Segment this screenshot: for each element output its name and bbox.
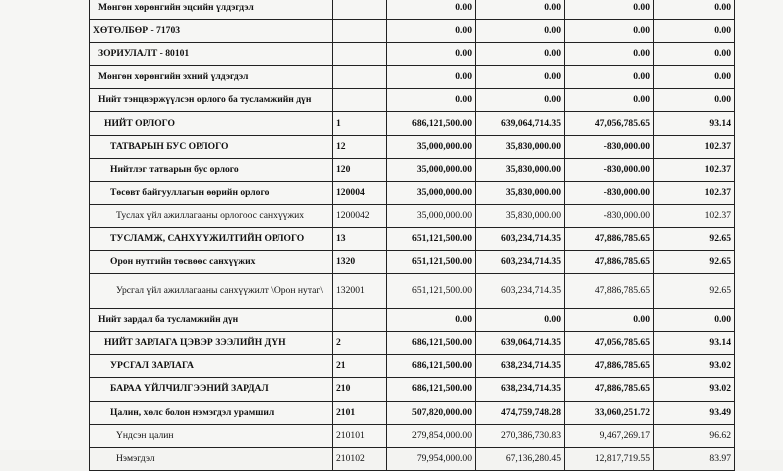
row-code-cell: 12: [333, 135, 387, 158]
row-difference-cell: 12,817,719.55: [565, 447, 654, 470]
row-code-cell: 132001: [333, 274, 387, 309]
row-actual-cell: 639,064,714.35: [476, 332, 565, 355]
table-row: [90, 135, 735, 158]
row-name-cell: Үндсэн цалин: [90, 424, 333, 447]
table-row: [90, 251, 735, 274]
row-percent-cell: 93.14: [654, 112, 735, 135]
table-row: [90, 424, 735, 447]
table-row: [90, 274, 735, 309]
row-name-cell: ЗОРИУЛАЛТ - 80101: [90, 43, 333, 66]
row-approved-cell: 35,000,000.00: [387, 181, 476, 204]
row-approved-cell: 651,121,500.00: [387, 251, 476, 274]
row-actual-cell: 35,830,000.00: [476, 181, 565, 204]
row-name-cell: Нийт зардал ба тусламжийн дүн: [90, 309, 333, 332]
row-code-cell: 210102: [333, 447, 387, 470]
row-percent-cell: 0.00: [654, 0, 735, 20]
row-difference-cell: -830,000.00: [565, 181, 654, 204]
row-actual-cell: 0.00: [476, 20, 565, 43]
row-name-cell: УРСГАЛ ЗАРЛАГА: [90, 355, 333, 378]
row-approved-cell: 0.00: [387, 309, 476, 332]
row-actual-cell: 603,234,714.35: [476, 251, 565, 274]
row-difference-cell: -830,000.00: [565, 135, 654, 158]
row-actual-cell: 639,064,714.35: [476, 112, 565, 135]
row-percent-cell: 102.37: [654, 135, 735, 158]
row-name-cell: ХӨТӨЛБӨР - 71703: [90, 20, 333, 43]
row-code-cell: 21: [333, 355, 387, 378]
row-code-cell: 2: [333, 332, 387, 355]
table-row: [90, 43, 735, 66]
row-difference-cell: 47,056,785.65: [565, 332, 654, 355]
table-row: [90, 66, 735, 89]
row-difference-cell: 9,467,269.17: [565, 424, 654, 447]
row-percent-cell: 0.00: [654, 43, 735, 66]
table-row: [90, 447, 735, 470]
row-name-cell: НИЙТ ОРЛОГО: [90, 112, 333, 135]
row-percent-cell: 102.37: [654, 204, 735, 227]
row-percent-cell: 0.00: [654, 20, 735, 43]
row-approved-cell: 507,820,000.00: [387, 401, 476, 424]
table-row: [90, 378, 735, 401]
row-approved-cell: 686,121,500.00: [387, 112, 476, 135]
row-approved-cell: 0.00: [387, 20, 476, 43]
row-difference-cell: -830,000.00: [565, 204, 654, 227]
row-name-cell: Цалин, хөлс болон нэмэгдэл урамшил: [90, 401, 333, 424]
row-difference-cell: 0.00: [565, 43, 654, 66]
row-percent-cell: 92.65: [654, 227, 735, 250]
row-code-cell: 2101: [333, 401, 387, 424]
row-percent-cell: 93.49: [654, 401, 735, 424]
row-percent-cell: 102.37: [654, 158, 735, 181]
row-actual-cell: 603,234,714.35: [476, 227, 565, 250]
table-row: [90, 181, 735, 204]
row-percent-cell: 93.02: [654, 378, 735, 401]
row-name-cell: Нийтлэг татварын бус орлого: [90, 158, 333, 181]
table-row: [90, 332, 735, 355]
row-actual-cell: 603,234,714.35: [476, 274, 565, 309]
table-row: [90, 401, 735, 424]
row-approved-cell: 35,000,000.00: [387, 135, 476, 158]
budget-table: [89, 0, 735, 471]
row-code-cell: 1: [333, 112, 387, 135]
row-code-cell: [333, 43, 387, 66]
row-name-cell: Нэмэгдэл: [90, 447, 333, 470]
row-actual-cell: 0.00: [476, 0, 565, 20]
row-approved-cell: 651,121,500.00: [387, 227, 476, 250]
row-actual-cell: 0.00: [476, 43, 565, 66]
row-difference-cell: 47,886,785.65: [565, 378, 654, 401]
table-row: [90, 227, 735, 250]
row-approved-cell: 0.00: [387, 43, 476, 66]
row-percent-cell: 0.00: [654, 309, 735, 332]
row-difference-cell: 47,886,785.65: [565, 274, 654, 309]
table-row: [90, 355, 735, 378]
row-name-cell: ТАТВАРЫН БУС ОРЛОГО: [90, 135, 333, 158]
table-row: [90, 0, 735, 20]
row-percent-cell: 96.62: [654, 424, 735, 447]
row-name-cell: Туслах үйл ажиллагааны орлогоос санхүүжих: [90, 204, 333, 227]
row-percent-cell: 93.02: [654, 355, 735, 378]
row-actual-cell: 67,136,280.45: [476, 447, 565, 470]
row-approved-cell: 35,000,000.00: [387, 158, 476, 181]
row-percent-cell: 93.14: [654, 332, 735, 355]
row-percent-cell: 102.37: [654, 181, 735, 204]
row-approved-cell: 0.00: [387, 0, 476, 20]
table-row: [90, 309, 735, 332]
row-approved-cell: 651,121,500.00: [387, 274, 476, 309]
row-actual-cell: 35,830,000.00: [476, 204, 565, 227]
row-approved-cell: 686,121,500.00: [387, 332, 476, 355]
table-row: [90, 204, 735, 227]
row-code-cell: 210101: [333, 424, 387, 447]
row-percent-cell: 92.65: [654, 251, 735, 274]
row-name-cell: Мөнгөн хөрөнгийн эцсийн үлдэгдэл: [90, 0, 333, 20]
row-code-cell: [333, 89, 387, 112]
row-difference-cell: 47,886,785.65: [565, 251, 654, 274]
row-difference-cell: 47,886,785.65: [565, 355, 654, 378]
table-row: [90, 112, 735, 135]
row-actual-cell: 0.00: [476, 66, 565, 89]
row-name-cell: Мөнгөн хөрөнгийн эхний үлдэгдэл: [90, 66, 333, 89]
row-percent-cell: 0.00: [654, 89, 735, 112]
row-approved-cell: 79,954,000.00: [387, 447, 476, 470]
row-actual-cell: 270,386,730.83: [476, 424, 565, 447]
row-percent-cell: 0.00: [654, 66, 735, 89]
row-code-cell: [333, 0, 387, 20]
row-difference-cell: 0.00: [565, 309, 654, 332]
table-row: [90, 158, 735, 181]
row-actual-cell: 0.00: [476, 309, 565, 332]
row-name-cell: БАРАА ҮЙЛЧИЛГЭЭНИЙ ЗАРДАЛ: [90, 378, 333, 401]
row-code-cell: [333, 20, 387, 43]
row-code-cell: [333, 309, 387, 332]
row-code-cell: 120: [333, 158, 387, 181]
row-difference-cell: 0.00: [565, 66, 654, 89]
row-percent-cell: 92.65: [654, 274, 735, 309]
budget-table-body: [90, 0, 735, 470]
row-difference-cell: 33,060,251.72: [565, 401, 654, 424]
row-code-cell: 120004: [333, 181, 387, 204]
row-code-cell: 1320: [333, 251, 387, 274]
row-code-cell: 1200042: [333, 204, 387, 227]
row-approved-cell: 686,121,500.00: [387, 355, 476, 378]
row-approved-cell: 0.00: [387, 66, 476, 89]
row-name-cell: Нийт тэнцвэржүүлсэн орлого ба тусламжийн дүн: [90, 89, 333, 112]
row-name-cell: Төсөвт байгууллагын өөрийн орлого: [90, 181, 333, 204]
row-name-cell: ТУСЛАМЖ, САНХҮҮЖИЛТИЙН ОРЛОГО: [90, 227, 333, 250]
row-code-cell: 13: [333, 227, 387, 250]
row-actual-cell: 35,830,000.00: [476, 135, 565, 158]
row-name-cell: Урсгал үйл ажиллагааны санхүүжилт \Орон нутаг\: [90, 274, 333, 309]
row-actual-cell: 638,234,714.35: [476, 355, 565, 378]
row-actual-cell: 35,830,000.00: [476, 158, 565, 181]
row-name-cell: Орон нутгийн төсвөөс санхүүжих: [90, 251, 333, 274]
row-approved-cell: 35,000,000.00: [387, 204, 476, 227]
row-difference-cell: -830,000.00: [565, 158, 654, 181]
row-difference-cell: 0.00: [565, 0, 654, 20]
table-row: [90, 89, 735, 112]
row-code-cell: 210: [333, 378, 387, 401]
row-difference-cell: 47,056,785.65: [565, 112, 654, 135]
row-code-cell: [333, 66, 387, 89]
row-difference-cell: 47,886,785.65: [565, 227, 654, 250]
row-percent-cell: 83.97: [654, 447, 735, 470]
row-name-cell: НИЙТ ЗАРЛАГА ЦЭВЭР ЗЭЭЛИЙН ДҮН: [90, 332, 333, 355]
row-approved-cell: 686,121,500.00: [387, 378, 476, 401]
row-actual-cell: 0.00: [476, 89, 565, 112]
row-approved-cell: 0.00: [387, 89, 476, 112]
row-difference-cell: 0.00: [565, 89, 654, 112]
row-actual-cell: 474,759,748.28: [476, 401, 565, 424]
row-approved-cell: 279,854,000.00: [387, 424, 476, 447]
row-actual-cell: 638,234,714.35: [476, 378, 565, 401]
row-difference-cell: 0.00: [565, 20, 654, 43]
table-row: [90, 20, 735, 43]
